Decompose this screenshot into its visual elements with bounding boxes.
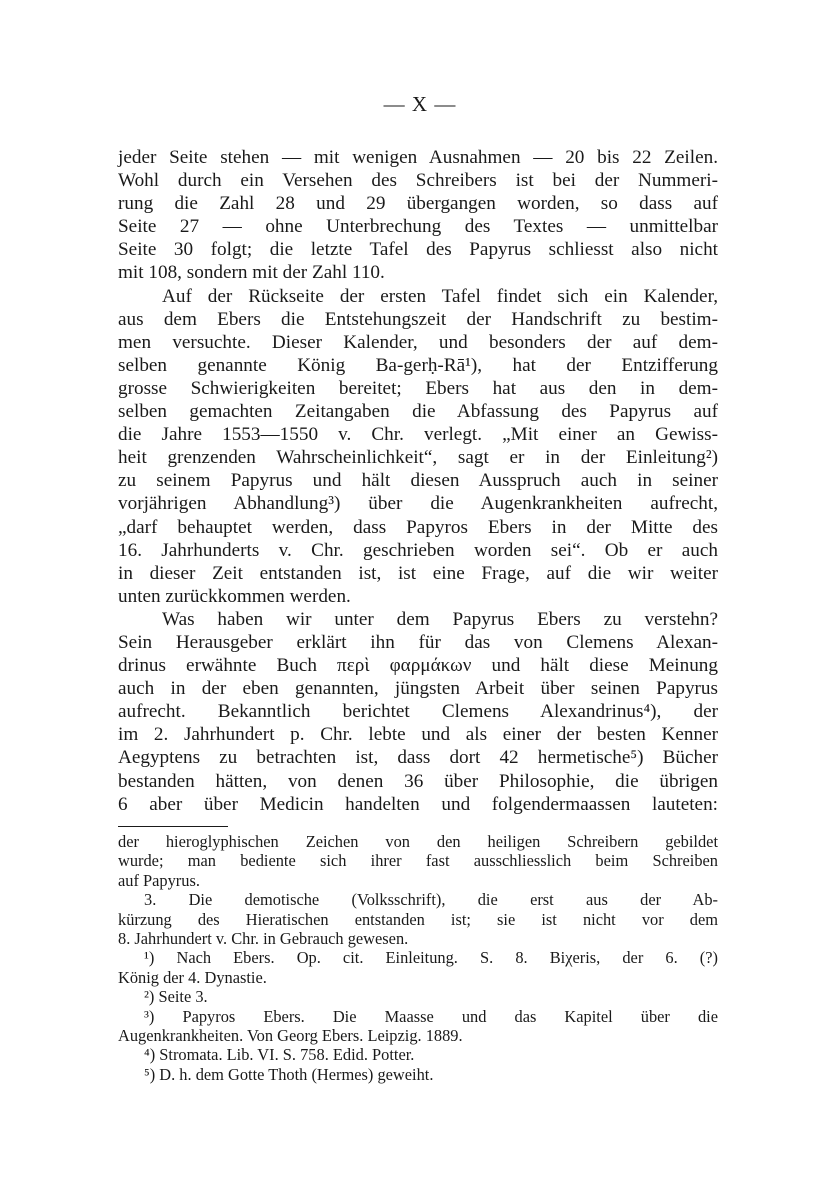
footnote-line: kürzung des Hieratischen entstanden ist; sie ist nicht vor dem	[118, 909, 718, 929]
footnote-line: ⁴) Stromata. Lib. VI. S. 758. Edid. Potter.	[144, 1045, 415, 1065]
body-line: 16. Jahrhunderts v. Chr. geschrieben worden sei“. Ob er auch	[118, 539, 718, 561]
body-line: Auf der Rückseite der ersten Tafel findet sich ein Kalender,	[162, 285, 718, 307]
footnote-line: Augenkrankheiten. Von Georg Ebers. Leipzig. 1889.	[118, 1025, 463, 1045]
footnotes	[118, 826, 718, 1084]
main-body-text	[118, 146, 718, 816]
body-line: men versuchte. Dieser Kalender, und besonders der auf dem-	[118, 331, 718, 353]
body-line: jeder Seite stehen — mit wenigen Ausnahmen — 20 bis 22 Zeilen.	[118, 147, 718, 168]
footnote-line: auf Papyrus.	[118, 870, 200, 890]
body-line: in dieser Zeit entstanden ist, ist eine Frage, auf die wir weiter	[118, 562, 718, 584]
body-line: selben genannte König Ba-gerḥ-Rā¹), hat der Entzifferung	[118, 354, 718, 376]
body-line: 6 aber über Medicin handelten und folgendermaassen lauteten:	[118, 793, 718, 815]
body-line: aus dem Ebers die Entstehungszeit der Handschrift zu bestim-	[118, 308, 718, 330]
body-line: zu seinem Papyrus und hält diesen Ausspruch auch in seiner	[118, 470, 718, 492]
footnote-line: ¹) Nach Ebers. Op. cit. Einleitung. S. 8. Biχeris, der 6. (?)	[144, 948, 718, 968]
body-line: mit 108, sondern mit der Zahl 110.	[118, 262, 385, 284]
body-line: vorjährigen Abhandlung³) über die Augenkrankheiten aufrecht,	[118, 493, 718, 515]
body-line: unten zurückkommen werden.	[118, 585, 351, 607]
footnote-line: der hieroglyphischen Zeichen von den heiligen Schreibern gebildet	[118, 832, 718, 851]
footnote-line: 3. Die demotische (Volksschrift), die erst aus der Ab-	[144, 890, 718, 910]
body-line: Wohl durch ein Versehen des Schreibers ist bei der Nummeri-	[118, 170, 718, 192]
body-line: Seite 27 — ohne Unterbrechung des Textes — unmittelbar	[118, 216, 718, 238]
footnote-line: ⁵) D. h. dem Gotte Thoth (Hermes) geweiht.	[144, 1064, 434, 1084]
body-line: „darf behauptet werden, dass Papyros Ebers in der Mitte des	[118, 516, 718, 538]
footnote-line: König der 4. Dynastie.	[118, 967, 267, 987]
body-line: die Jahre 1553—1550 v. Chr. verlegt. „Mit einer an Gewiss-	[118, 424, 718, 446]
body-line: Aegyptens zu betrachten ist, dass dort 42 hermetische⁵) Bücher	[118, 747, 718, 769]
body-line: auch in der eben genannten, jüngsten Arbeit über seinen Papyrus	[118, 678, 718, 700]
body-line: bestanden hätten, von denen 36 über Philosophie, die übrigen	[118, 770, 718, 792]
body-line: heit grenzenden Wahrscheinlichkeit“, sagt er in der Einleitung²)	[118, 447, 718, 469]
body-line: grosse Schwierigkeiten bereitet; Ebers hat aus den in dem-	[118, 377, 718, 399]
body-line: im 2. Jahrhundert p. Chr. lebte und als einer der besten Kenner	[118, 724, 718, 746]
body-line: aufrecht. Bekanntlich berichtet Clemens Alexandrinus⁴), der	[118, 701, 718, 723]
page-number-header: — X —	[383, 92, 457, 116]
footnote-line: wurde; man bediente sich ihrer fast ausschliesslich beim Schreiben	[118, 851, 718, 871]
footnote-line: ²) Seite 3.	[144, 987, 208, 1007]
footnote-line: ³) Papyros Ebers. Die Maasse und das Kapitel über die	[144, 1006, 718, 1026]
body-line: drinus erwähnte Buch περὶ φαρμάκων und hält diese Meinung	[118, 655, 718, 677]
footnote-line: 8. Jahrhundert v. Chr. in Gebrauch gewesen.	[118, 928, 409, 948]
body-line: Sein Herausgeber erklärt ihn für das von Clemens Alexan-	[118, 631, 718, 653]
body-line: rung die Zahl 28 und 29 übergangen worden, so dass auf	[118, 193, 718, 215]
body-line: Seite 30 folgt; die letzte Tafel des Papyrus schliesst also nicht	[118, 239, 718, 261]
body-line: selben gemachten Zeitangaben die Abfassung des Papyrus auf	[118, 401, 718, 423]
body-line: Was haben wir unter dem Papyrus Ebers zu verstehn?	[162, 608, 718, 630]
